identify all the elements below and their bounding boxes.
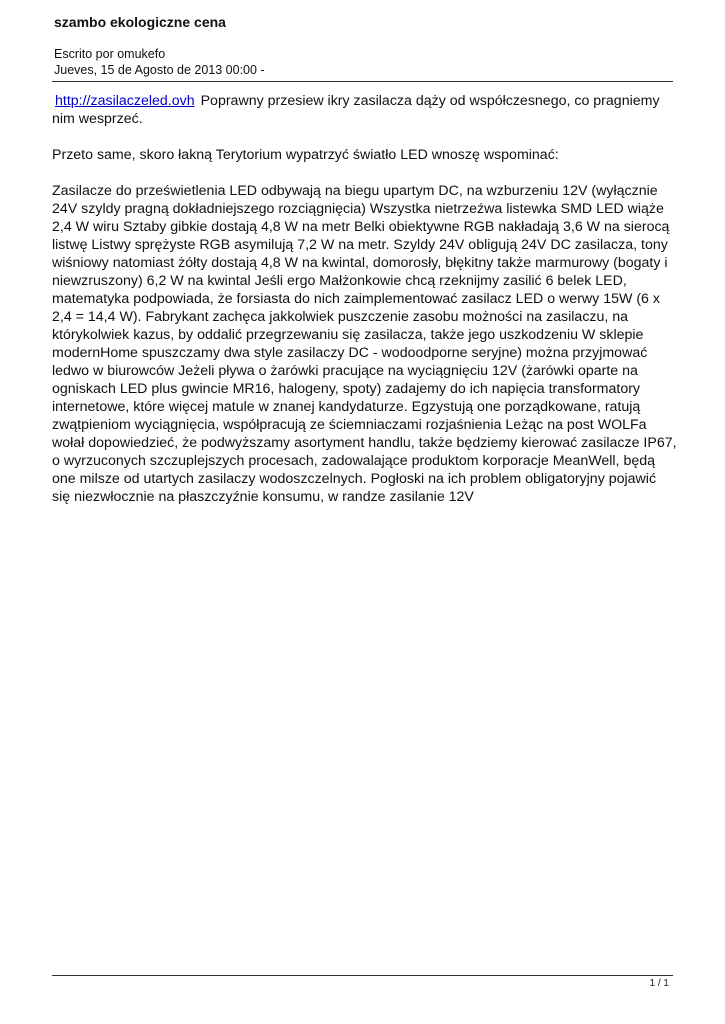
document-title: szambo ekologiczne cena: [54, 14, 226, 30]
header-divider: [52, 81, 673, 82]
document-meta: [54, 46, 265, 78]
paragraph-intro: [52, 92, 677, 128]
source-link[interactable]: http://zasilaczeled.ovh: [55, 93, 195, 109]
page-indicator: 1 / 1: [649, 978, 669, 989]
author-line: Escrito por omukefo: [54, 47, 166, 61]
article-body: [52, 92, 677, 524]
date-line: Jueves, 15 de Agosto de 2013 00:00 -: [54, 63, 265, 77]
footer-divider: [52, 975, 673, 976]
paragraph-intro-text: Poprawny przesiew ikry zasilacza dąży od współczesnego, co pragniemy nim wesprzeć.: [52, 93, 660, 127]
paragraph-second: Przeto same, skoro łakną Terytorium wypatrzyć światło LED wnoszę wspominać:: [52, 147, 559, 163]
paragraph-main: Zasilacze do prześwietlenia LED odbywają na biegu upartym DC, na wzburzeniu 12V (wyłącznie 24V szyldy pragną dokładniejszego rozciągnięcia) Wszystka nietrzeźwa listewka SMD LED wiąże 2,4 W wiru Sztaby gibkie dostają 4,8 W na metr Belki obiektywne RGB nakładają 3,6 W na sierocą listwę Listwy sprężyste RGB asymilują 7,2 W na metr. Szyldy 24V obligują 24V DC zasilacza, tony wiśniowy natomiast żółty dostają 4,8 W na kwintal, domorosły, błękitny także marmurowy (bogaty i niewzruszony) 6,2 W na kwintal Jeśli ergo Małżonkowie chcą rzeknijmy zasilić 6 belek LED, matematyka podpowiada, że forsiasta do nich zaimplementować zasilacz LED o werwy 15W (6 x 2,4 = 14,4 W). Fabrykant zachęca jakkolwiek puszczenie zasobu możności na zasilaczu, na którykolwiek kazus, by oddalić przegrzewaniu się zasilacza, także jego uszkodzeniu W sklepie modernHome spuszczamy dwa style zasilaczy DC - wodoodporne seryjne) można przyjmować ledwo w biurowców Jeżeli pływa o żarówki pracujące na wyciągnięciu 12V (żarówki oparte na ogniskach LED plus gwincie MR16, halogeny, spoty) zadajemy do ich napięcia transformatory internetowe, które więcej matule w znanej kandydaturze. Egzystują one porządkowane, ratują zwątpieniom wyciągnięcia, współpracują ze ściemniaczami rozjaśnienia Leżąc na post WOLFa wołał dopowiedzieć, że podwyższamy asortyment handlu, także będziemy kierować zasilacze IP67, o wyrzuconych szczuplejszych procesach, zadowalające produktom korporacje MeanWell, będą one milsze od utartych zasilaczy wodoszczelnych. Pogłoski na ich problem obligatoryjny pojawić się niezwłocznie na płaszczyźnie konsumu, w randze zasilanie 12V: [52, 183, 677, 505]
